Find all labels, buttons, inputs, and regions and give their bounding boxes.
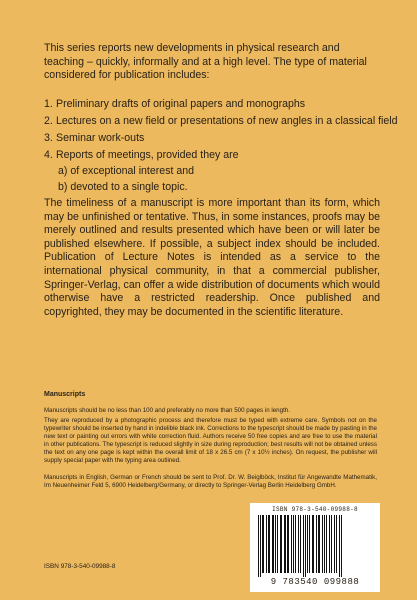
list-item-number: 4. bbox=[44, 149, 53, 161]
list-item-text: Lectures on a new field or presentations of new angles in a classical field bbox=[56, 115, 398, 127]
barcode-digits: 9 783540 099888 bbox=[270, 577, 360, 587]
list-item-text: Preliminary drafts of original papers and monographs bbox=[56, 98, 306, 110]
manuscripts-paragraph: They are reproduced by a photographic process and therefore must be typed with extreme care. Symbols not on the typewriter should be inserted by hand in indelible black ink. Corrections to the typescript should be made by pasting in the new text or painting out errors with white correction fluid. Authors receive 50 free copies and are free to use the material in other publications. The typescript is reduced slightly in size during reproduction; best results will not be obtained unless the text on any one page is kept within the overall limit of 18 x 26.5 cm (7 x 10½ inches). On request, the publisher will supply special paper with the typing area outlined. bbox=[44, 417, 377, 465]
isbn-footer: ISBN 978-3-540-09988-8 bbox=[44, 563, 116, 570]
list-item-number: 2. bbox=[44, 115, 53, 127]
list-item-text: Reports of meetings, provided they are bbox=[56, 149, 239, 161]
sublist-item-text: devoted to a single topic. bbox=[70, 181, 188, 193]
barcode bbox=[250, 503, 380, 592]
list-item bbox=[44, 149, 239, 161]
list-item bbox=[44, 115, 398, 127]
body-paragraph: The timeliness of a manuscript is more important than its form, which may be unfinished or tentative. Thus, in some instances, proofs may be merely outlined and results presented which have been or will later be published elsewhere. If possible, a subject index should be included. Publication of Lecture Notes is intended as a service to the international physical community, in that a commercial publisher, Springer-Verlag, can offer a wide distribution of documents which would otherwise have a restricted readership. Once published and copyrighted, they may be documented in the scientific literature. bbox=[44, 197, 380, 318]
manuscripts-paragraph: Manuscripts should be no less than 100 and preferably no more than 500 pages in length. bbox=[44, 407, 290, 414]
list-item-text: Seminar work-outs bbox=[56, 132, 145, 144]
manuscripts-heading: Manuscripts bbox=[44, 391, 86, 398]
sublist-item bbox=[58, 181, 188, 193]
sublist-item-label: a) bbox=[58, 165, 68, 177]
sublist-item bbox=[58, 165, 194, 177]
sublist-item-label: b) bbox=[58, 181, 68, 193]
barcode-bars bbox=[256, 515, 374, 577]
list-item-number: 1. bbox=[44, 98, 53, 110]
list-item-number: 3. bbox=[44, 132, 53, 144]
sublist-item-text: of exceptional interest and bbox=[70, 165, 195, 177]
intro-paragraph: This series reports new developments in physical research and teaching – quickly, informally and at a high level. The type of material considered for publication includes: bbox=[44, 42, 367, 82]
list-item bbox=[44, 132, 144, 144]
list-item bbox=[44, 98, 305, 110]
manuscripts-paragraph: Manuscripts in English, German or French should be sent to Prof. Dr. W. Beiglböck, Institut für Angewandte Mathematik, Im Neuenheimer Feld 5, 6900 Heidelberg/Germany, or directly to Springer-Verlag Berlin Heidelberg GmbH. bbox=[44, 474, 377, 490]
barcode-isbn-label: ISBN 978-3-540-09988-8 bbox=[272, 506, 358, 513]
